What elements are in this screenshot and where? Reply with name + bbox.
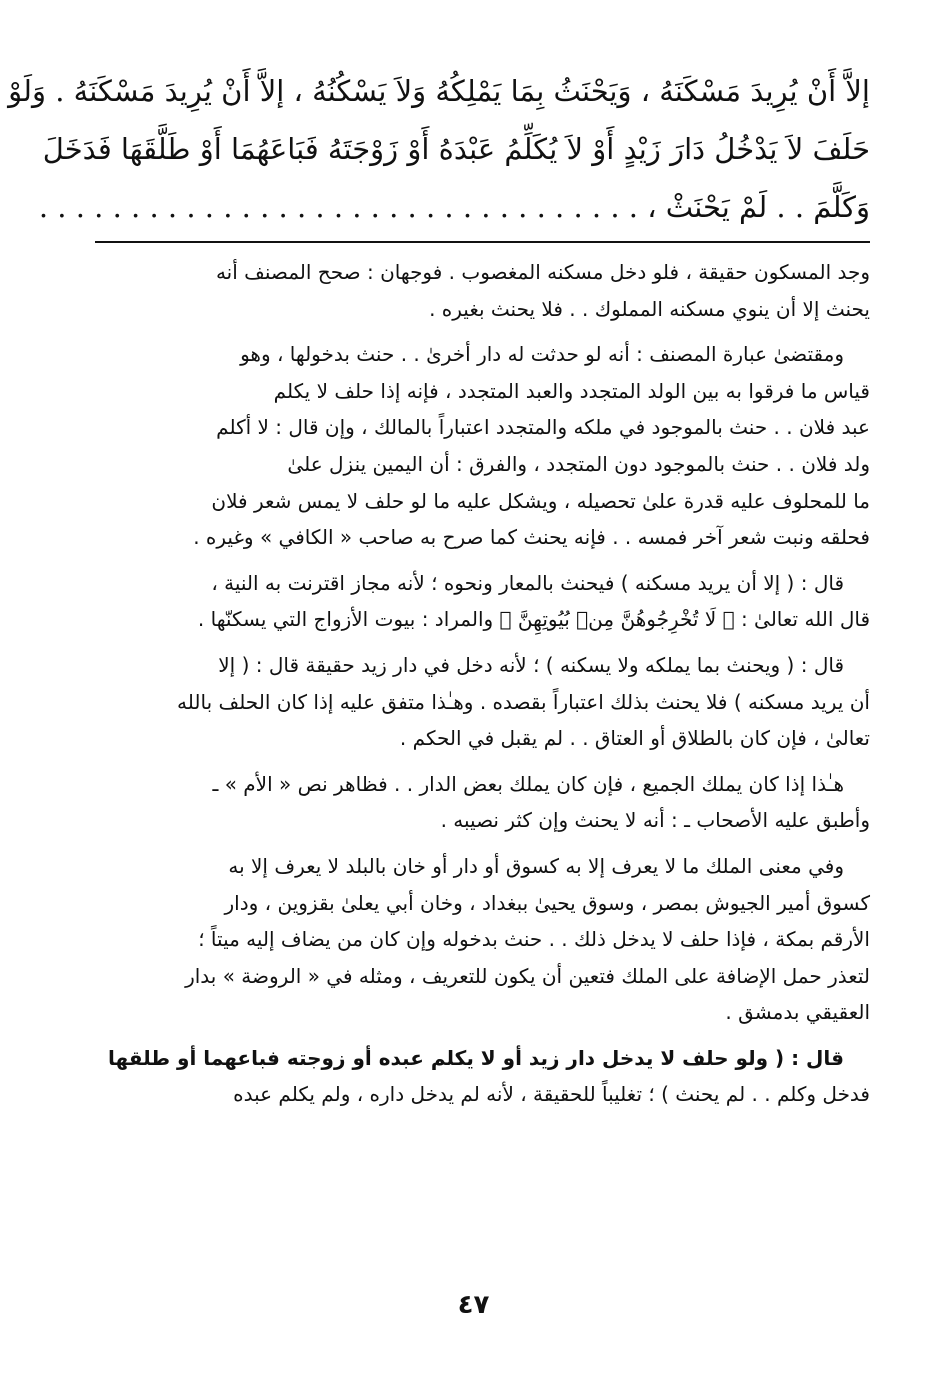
paragraph-line: ما للمحلوف عليه قدرة علىٰ تحصيله ، ويشكل عليه ما لو حلف لا يمس شعر فلان — [211, 488, 870, 513]
paragraph-line: فدخل وكلم . . لم يحنث ) ؛ تغليباً للحقيقة ، لأنه لم يدخل داره ، ولم يكلم عبده — [233, 1082, 870, 1107]
paragraph-line: ولد فلان . . حنث بالموجود دون المتجدد ، والفرق : أن اليمين ينزل علىٰ — [287, 451, 870, 476]
paragraph-line: قال : ( ولو حلف لا يدخل دار زيد أو لا يكلم عبده أو زوجته فباعهما أو طلقها — [107, 1045, 844, 1070]
paragraph-line: يحنث إلا أن ينوي مسكنه المملوك . . فلا يحنث بغيره . — [429, 296, 870, 321]
paragraph-line: قياس ما فرقوا به بين الولد المتجدد والعبد المتجدد ، فإنه إذا حلف لا يكلم — [273, 378, 870, 403]
paragraph-line: الأرقم بمكة ، فإذا حلف لا يدخل ذلك . . حنث بدخوله وإن كان من يضاف إليه ميتاً ؛ — [198, 927, 870, 952]
commentary-block — [95, 254, 870, 1122]
paragraph-line: فحلقه ونبت شعر آخر فمسه . . فإنه يحنث كما صرح به صاحب « الكافي » وغيره . — [193, 525, 870, 550]
commentary-paragraph — [95, 254, 870, 327]
paragraph-line: عبد فلان . . حنث بالموجود في ملكه والمتجدد اعتباراً بالمالك ، وإن قال : لا أكلم — [216, 415, 870, 440]
paragraph-line: قال الله تعالىٰ : ﴿ لَا تُخْرِجُوهُنَّ مِنۢ بُيُوتِهِنَّ ﴾ والمراد : بيوت الأزواج التي يسكنّها . — [197, 607, 870, 632]
paragraph-line: ومقتضىٰ عبارة المصنف : أنه لو حدثت له دار أخرىٰ . . حنث بدخولها ، وهو — [240, 342, 844, 367]
footnote-divider — [95, 241, 870, 243]
commentary-paragraph — [95, 1040, 870, 1113]
commentary-paragraph — [95, 848, 870, 1031]
paragraph-line: وفي معنى الملك ما لا يعرف إلا به كسوق أو دار أو خان بالبلد لا يعرف إلا به — [228, 853, 844, 878]
paragraph-line: قال : ( إلا أن يريد مسكنه ) فيحنث بالمعار ونحوه ؛ لأنه مجاز اقترنت به النية ، — [211, 570, 844, 595]
paragraph-line: وجد المسكون حقيقة ، فلو دخل مسكنه المغصوب . فوجهان : صحح المصنف أنه — [215, 260, 870, 284]
commentary-paragraph — [95, 336, 870, 556]
matn-line: إلاَّ أَنْ يُرِيدَ مَسْكَنَهُ ، وَيَحْنَثُ بِمَا يَمْلِكُهُ وَلاَ يَسْكُنُهُ ، إلاَّ أَنْ يُرِيدَ مَسْكَنَهُ . وَلَوْ — [8, 74, 870, 108]
matn-line: حَلَفَ لاَ يَدْخُلُ دَارَ زَيْدٍ أَوْ لاَ يُكَلِّمُ عَبْدَهُ أَوْ زَوْجَتَهُ فَبَاعَهُمَا أَوْ طَلَّقَهَا فَدَخَلَ — [42, 132, 870, 166]
commentary-paragraph — [95, 565, 870, 638]
paragraph-line: وأطبق عليه الأصحاب ـ : أنه لا يحنث وإن كثر نصيبه . — [440, 808, 870, 833]
paragraph-line: تعالىٰ ، فإن كان بالطلاق أو العتاق . . لم يقبل في الحكم . — [399, 726, 870, 751]
commentary-paragraph — [95, 647, 870, 757]
paragraph-line: قال : ( ويحنث بما يملكه ولا يسكنه ) ؛ لأنه دخل في دار زيد حقيقة قال : ( إلا — [218, 652, 844, 677]
matn-text-block — [8, 62, 870, 236]
matn-line: وَكَلَّمَ . . لَمْ يَحْنَثْ ، . . . . . . . . . . . . . . . . . . . . . . . . . . . . . . . . . — [38, 190, 870, 224]
paragraph-line: أن يريد مسكنه ) فلا يحنث بذلك اعتباراً بقصده . وهـٰذا متفق عليه إذا كان الحلف بالله — [177, 689, 870, 714]
paragraph-line: لتعذر حمل الإضافة على الملك فتعين أن يكون للتعريف ، ومثله في « الروضة » بدار — [185, 963, 870, 988]
paragraph-line: كسوق أمير الجيوش بمصر ، وسوق يحيىٰ ببغداد ، وخان أبي يعلىٰ بقزوين ، ودار — [224, 890, 870, 915]
paragraph-line: هـٰذا إذا كان يملك الجميع ، فإن كان يملك بعض الدار . . فظاهر نص « الأم » ـ — [212, 771, 844, 796]
paragraph-line: العقيقي بدمشق . — [725, 1000, 870, 1025]
commentary-paragraph — [95, 766, 870, 839]
page-number: ٤٧ — [457, 1290, 490, 1320]
